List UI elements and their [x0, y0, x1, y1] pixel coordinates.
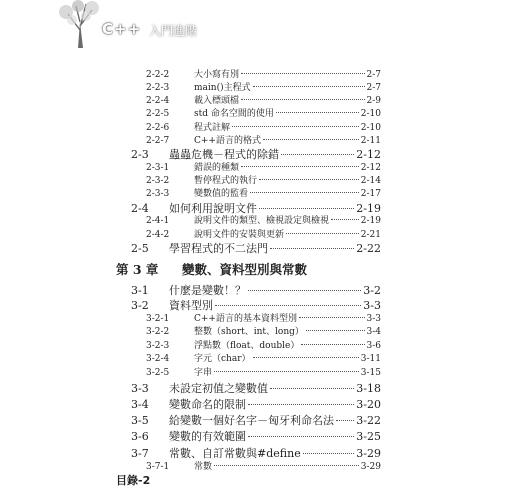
toc-entry	[131, 428, 381, 444]
toc-entry-title: 浮點數（float、double）	[194, 341, 300, 351]
toc-dot-leader	[259, 179, 359, 180]
toc-entry-page: 2-19	[356, 202, 381, 215]
toc-entry	[131, 380, 381, 396]
toc-entry-page: 2-9	[366, 96, 381, 106]
toc-entry-number: 2-2-7	[146, 136, 170, 146]
toc-entry-title: C++語言的格式	[194, 136, 261, 146]
toc-entry-title: 變數的有效範圍	[169, 430, 246, 443]
toc-entry-number: 3-2-5	[146, 368, 170, 378]
toc-entry-number: 3-4	[131, 398, 149, 411]
toc-dot-leader	[241, 166, 359, 167]
toc-entry-page: 2-21	[360, 230, 381, 240]
toc-dot-leader	[259, 208, 354, 209]
toc-dot-leader	[253, 86, 365, 87]
toc-dot-leader	[248, 404, 354, 405]
toc-entry-number: 3-2-2	[146, 327, 170, 337]
toc-dot-leader	[281, 154, 354, 155]
toc-entry-title: 大小寫有別	[194, 70, 240, 80]
toc-entry-title: 變數命名的限制	[169, 398, 246, 411]
toc-entry	[146, 351, 381, 364]
toc-dot-leader	[232, 126, 359, 127]
toc-dot-leader	[336, 420, 354, 421]
toc-entry-page: 3-22	[356, 414, 381, 427]
toc-entry-page: 2-7	[366, 70, 381, 80]
toc-entry-page: 3-2	[363, 284, 381, 297]
toc-entry-page: 3-6	[366, 341, 381, 351]
toc-entry	[131, 282, 381, 298]
toc-entry	[146, 120, 381, 133]
toc-dot-leader	[270, 248, 354, 249]
toc-entry-page: 2-11	[360, 136, 381, 146]
toc-entry-page: 3-18	[356, 382, 381, 395]
toc-entry-page: 3-29	[360, 462, 381, 472]
toc-entry-number: 2-2-6	[146, 123, 170, 133]
page-header	[0, 0, 520, 50]
toc-entry-page: 2-10	[360, 123, 381, 133]
toc-entry-number: 2-5	[131, 242, 149, 255]
toc-entry-number: 第 3 章	[116, 262, 159, 277]
toc-entry-title: 變數值的監看	[194, 189, 249, 199]
toc-entry-title: 常數	[194, 462, 213, 472]
toc-entry-page: 2-22	[356, 242, 381, 255]
toc-entry-page: 3-20	[356, 398, 381, 411]
toc-entry	[146, 106, 381, 119]
toc-entry-title: 給變數一個好名字－匈牙利命名法	[169, 414, 334, 427]
toc-dot-leader	[270, 388, 354, 389]
tree-logo-icon	[50, 0, 110, 48]
toc-entry-number: 2-4	[131, 202, 149, 215]
toc-entry-title: 說明文件的安裝與更新	[194, 230, 285, 240]
toc-entry	[146, 160, 381, 173]
toc-entry-title: 變數、資料型別與常數	[182, 262, 308, 277]
brand-subtitle: 入門進階	[149, 24, 198, 38]
toc-dot-leader	[253, 357, 359, 358]
toc-dot-leader	[241, 99, 364, 100]
toc-entry-title: std 命名空間的使用	[194, 109, 274, 119]
toc-entry-number: 2-4-1	[146, 216, 170, 226]
brand-title: C++	[102, 20, 142, 38]
toc-entry-number: 2-3	[131, 148, 149, 161]
toc-entry-page: 3-15	[360, 368, 381, 378]
toc-entry-title: 蟲蟲危機－程式的除錯	[169, 148, 279, 161]
toc-entry-page: 2-12	[360, 163, 381, 173]
toc-dot-leader	[303, 453, 355, 454]
toc-entry-number: 3-5	[131, 414, 149, 427]
toc-entry	[146, 213, 381, 226]
toc-entry-number: 2-2-3	[146, 83, 170, 93]
toc-entry-number: 3-2	[131, 299, 149, 312]
toc-dot-leader	[263, 139, 359, 140]
toc-entry-page: 2-12	[356, 148, 381, 161]
toc-entry-number: 2-3-1	[146, 163, 170, 173]
toc-entry	[146, 459, 381, 472]
toc-entry-title: 未設定初值之變數值	[169, 382, 268, 395]
toc-entry-page: 2-17	[360, 189, 381, 199]
toc-dot-leader	[306, 330, 365, 331]
toc-entry	[146, 311, 381, 324]
toc-dot-leader	[299, 317, 365, 318]
toc-entry-page: 2-19	[360, 216, 381, 226]
toc-entry-page: 3-3	[366, 314, 381, 324]
toc-entry-number: 2-4-2	[146, 230, 170, 240]
toc-entry-page: 3-3	[363, 299, 381, 312]
toc-entry-number: 2-3-3	[146, 189, 170, 199]
toc-entry-number: 2-2-2	[146, 70, 170, 80]
toc-entry-title: 說明文件的類型、檢視設定與檢視	[194, 216, 330, 226]
toc-entry-page: 2-10	[360, 109, 381, 119]
toc-dot-leader	[248, 436, 354, 437]
toc-dot-leader	[214, 371, 359, 372]
toc-entry	[146, 365, 381, 378]
toc-entry-page: 3-25	[356, 430, 381, 443]
toc-entry-page: 2-7	[366, 83, 381, 93]
toc-dot-leader	[214, 465, 359, 466]
toc-entry-title: 錯誤的種類	[194, 163, 240, 173]
toc-entry-number: 3-1	[131, 284, 149, 297]
toc-entry-number: 3-2-3	[146, 341, 170, 351]
toc-dot-leader	[276, 112, 359, 113]
toc-entry	[146, 80, 381, 93]
toc-entry-page: 2-14	[360, 176, 381, 186]
toc-entry	[146, 324, 381, 337]
toc-dot-leader	[250, 192, 359, 193]
toc-dot-leader	[286, 233, 359, 234]
page-footer: 目錄-2	[116, 474, 151, 487]
toc-entry-number: 3-3	[131, 382, 149, 395]
toc-entry-title: 常數、自訂常數與#define	[169, 447, 301, 460]
toc-entry	[146, 93, 381, 106]
toc-entry-title: 暫停程式的執行	[194, 176, 258, 186]
toc-dot-leader	[331, 219, 359, 220]
toc-entry-page: 3-11	[360, 354, 381, 364]
toc-entry-title: 程式註解	[194, 123, 231, 133]
toc-entry	[146, 173, 381, 186]
toc-entry-title: 什麼是變數！？	[169, 284, 246, 297]
toc-dot-leader	[215, 305, 361, 306]
toc-entry-number: 3-6	[131, 430, 149, 443]
toc-entry-number: 2-2-4	[146, 96, 170, 106]
toc-entry	[146, 186, 381, 199]
toc-entry-title: 學習程式的不二法門	[169, 242, 268, 255]
toc-entry-title: 資料型別	[169, 299, 213, 312]
toc-entry-number: 3-2-1	[146, 314, 170, 324]
toc-entry	[116, 260, 381, 278]
toc-entry-title: 整數（short、int、long）	[194, 327, 304, 337]
toc-entry-number: 3-7-1	[146, 462, 170, 472]
toc-entry-number: 3-2-4	[146, 354, 170, 364]
toc-entry-title: main()主程式	[194, 83, 251, 93]
toc-dot-leader	[248, 290, 361, 291]
toc-entry-title: 載入標頭檔	[194, 96, 240, 106]
toc-entry	[146, 67, 381, 80]
toc-entry	[131, 240, 381, 256]
toc-entry-title: C++語言的基本資料型別	[194, 314, 297, 324]
toc-entry-title: 字元（char）	[194, 354, 251, 364]
toc-entry-number: 3-7	[131, 447, 149, 460]
toc-dot-leader	[301, 344, 364, 345]
toc-entry-number: 2-2-5	[146, 109, 170, 119]
toc-entry	[131, 396, 381, 412]
toc-entry	[146, 133, 381, 146]
toc-entry-page: 3-4	[366, 327, 381, 337]
toc-entry-page: 3-29	[356, 447, 381, 460]
toc-entry-title: 如何利用說明文件	[169, 202, 257, 215]
toc-dot-leader	[241, 73, 364, 74]
toc-entry	[146, 338, 381, 351]
toc-entry	[146, 227, 381, 240]
toc-entry-title: 字串	[194, 368, 213, 378]
toc-entry-number: 2-3-2	[146, 176, 170, 186]
toc-entry	[131, 412, 381, 428]
